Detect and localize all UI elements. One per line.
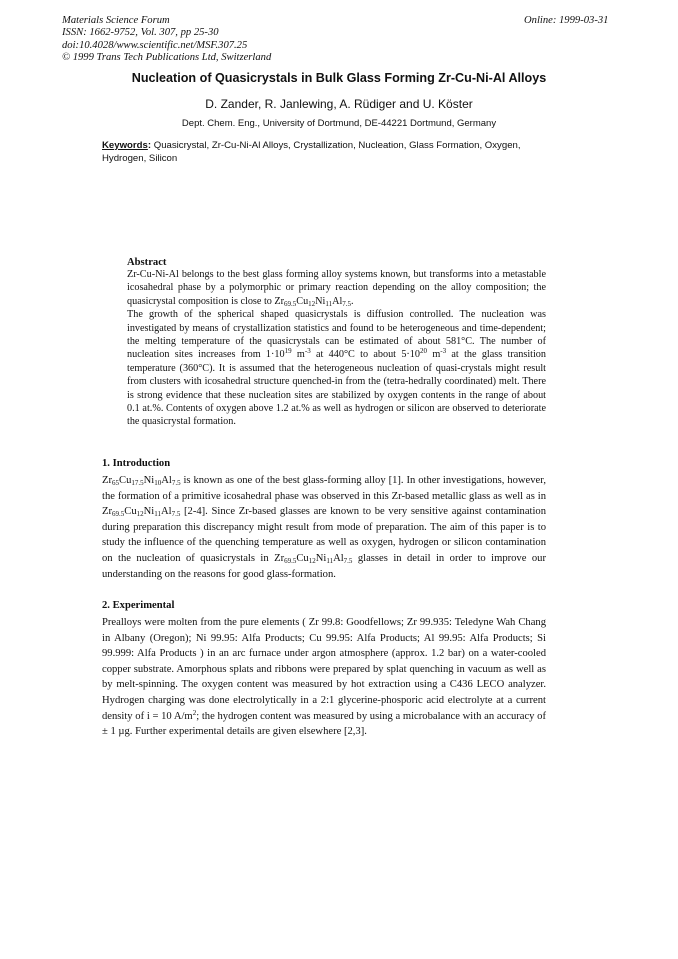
introduction-body [102,473,546,582]
abstract-paragraph-1: Zr-Cu-Ni-Al belongs to the best glass forming alloy systems known, but transforms into a metastable icosahedral phase by a polymorphic or primary reaction depending on the alloy composition; the quasicrystal composition is close to $Zr_{69.5}Cu_{12}Ni_{11}Al_{7.5}$. [127,269,546,308]
author-list: D. Zander, R. Janlewing, A. Rüdiger and U. Köster [205,97,473,111]
publication-info [62,15,271,65]
keywords-colon: : [147,140,152,151]
abstract-heading: Abstract [127,257,167,268]
issn-line: ISSN: 1662-9752, Vol. 307, pp 25-30 [62,27,219,39]
online-date: Online: 1999-03-31 [524,15,609,26]
abstract-body [127,268,546,429]
journal-name: Materials Science Forum [62,15,170,26]
keywords-label: Keywords [102,140,148,151]
introduction-heading: 1. Introduction [102,458,171,469]
experimental-paragraph: Prealloys were molten from the pure elements ( Zr 99.8: Goodfellows; Zr 99.935: Teledyne Wah Chang in Albany (Oregon); Ni 99.95: Alfa Products; Cu 99.95: Alfa Products; Al 99.95: Alfa Products; Si 99.999: Alfa Products ) in an arc furnace under argon atmosphere (approx. 1.2 bar) on a water-cooled copper substrate. Amorphous splats and ribbons were prepared by splat quenching in vacuum as well as by melt-spinning. The oxygen content was measured by hot extraction using a C436 LECO analyzer. Hydrogen charging was done electrolytically in a 2:1 glycerine-phosporic acid electrolyte at a current density of i = 10 $A/m^2$; the hydrogen content was measured by using a microbalance with an accuracy of ± 1 µg. Further experimental details are given elsewhere [2,3]. [102,617,547,738]
paper-title: Nucleation of Quasicrystals in Bulk Glass Forming Zr-Cu-Ni-Al Alloys [131,71,547,85]
affiliation: Dept. Chem. Eng., University of Dortmund, DE-44221 Dortmund, Germany [181,118,497,129]
experimental-heading: 2. Experimental [102,600,175,611]
introduction-paragraph: $Zr_{65}Cu_{17.5}Ni_{10}Al_{7.5}$ is known as one of the best glass-forming alloy [1]. In other investigations, however, the formation of a primitive icosahedral phase was observed in this Zr-based metallic glass as well as in $Zr_{69.5}Cu_{12}Ni_{11}Al_{7.5}$ [2-4]. Since Zr-based glasses are known to be very sensitive against contamination during preparation this discrepancy might result from mode of preparation. The aim of this paper is to study the influence of the quenching temperature as well as oxygen, hydrogen or silicon contamination on the nucleation of quasicrystals in $Zr_{69.5}Cu_{12}Ni_{11}Al_{7.5}$ glasses in detail in order to improve our understanding on the reasons for good glass-formation. [102,475,546,580]
keywords [102,139,560,165]
keywords-text: Quasicrystal, Zr-Cu-Ni-Al Alloys, Crystallization, Nucleation, Glass Formation, Oxygen, Hydrogen, Silicon [102,140,521,164]
doi-line: doi:10.4028/www.scientific.net/MSF.307.25 [62,39,248,51]
abstract-paragraph-2: The growth of the spherical shaped quasicrystals is diffusion controlled. The nucleation was investigated by means of crystallization statistics and found to be heterogeneous and time-dependent; the melting temperature of the quasicrystals can be estimated of about 581°C. The number of nucleation sites increases from $1\cdot 10^{19}$ $m^{-3}$ at 440°C to about $5\cdot 10^{20}$ $m^{-3}$ at the glass transition temperature (360°C). It is assumed that the heterogeneous nucleation of quasi-crystals might result from clusters with icosahedral structure quenched-in from the (tetra-hedrally coordinated) melt. There is strong evidence that these nucleation sites are stabilized by oxygen contents in the range of about 0.1 at.%. Contents of oxygen above 1.2 at.% as well as hydrogen or silicon are observed to deteriorate the quasicrystal formation. [127,309,546,428]
copyright-line: © 1999 Trans Tech Publications Ltd, Switzerland [62,52,272,64]
experimental-body [102,615,546,740]
